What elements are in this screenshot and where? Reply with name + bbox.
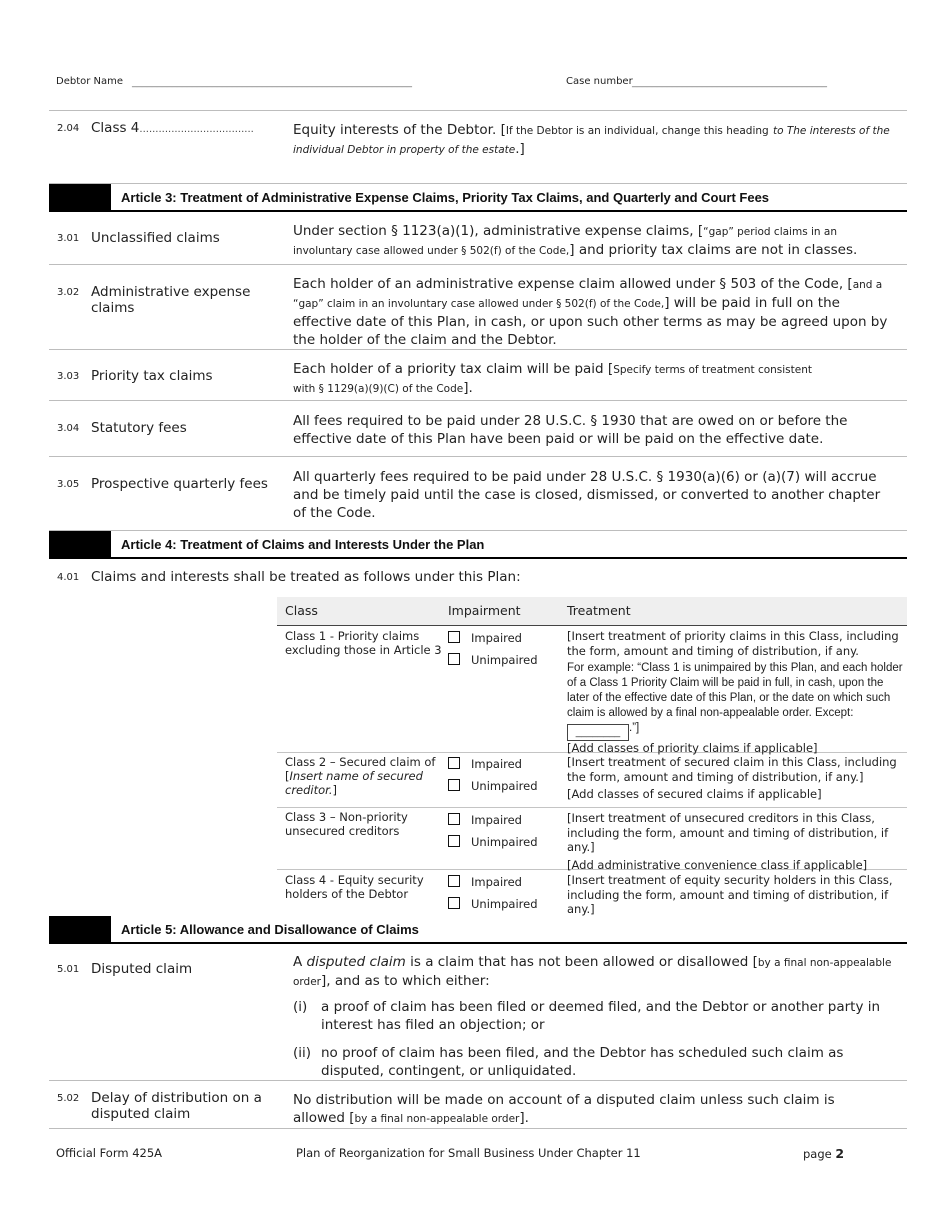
class-cell: Class 3 – Non-priority unsecured creditors [285,810,408,838]
section-title: Disputed claim [91,961,193,977]
divider [49,456,907,457]
instruction: by a final non-appealable order [354,1113,520,1125]
treatment-cell [567,755,903,802]
treatment-text: [Insert treatment of secured claim in this Class, including the form, amount and timing of distribution, if any.] [567,755,897,784]
page-indicator [803,1146,844,1161]
treatment-text: [Insert treatment of equity security holders in this Class, including the form, amount and timing of distribution, if any.] [567,873,893,916]
list-text: no proof of claim has been filed, and the Debtor has scheduled such claim as disputed, contingent, or unliquidated. [321,1045,844,1079]
unimpaired-option[interactable] [448,897,538,911]
table-row [277,870,907,914]
section-intro: Claims and interests shall be treated as follows under this Plan: [91,569,521,585]
instruction: by a final non-appealable order [293,957,892,988]
impaired-option[interactable] [448,631,522,645]
unimpaired-checkbox[interactable] [448,835,460,847]
section-title: Priority tax claims [91,368,213,384]
article-5-title: Article 5: Allowance and Disallowance of Claims [121,922,419,937]
impaired-checkbox[interactable] [448,875,460,887]
section-text: All fees required to be paid under 28 U.S.C. § 1930 that are owed on or before the effective date of this Plan have been paid or will be paid on the effective date. [293,413,848,447]
option-label: Unimpaired [471,897,538,911]
treatment-cell [567,629,903,756]
column-header-treatment: Treatment [567,603,631,618]
impaired-checkbox[interactable] [448,813,460,825]
section-title: Prospective quarterly fees [91,476,268,492]
section-text [293,953,893,991]
section-text [293,222,893,260]
class-instruction: Insert name of secured creditor. [285,769,423,797]
option-label: Unimpaired [471,835,538,849]
section-text [293,360,833,398]
text: ] and priority tax claims are not in classes. [569,242,858,258]
bracket: .] [515,141,525,157]
article-marker [49,916,111,944]
section-number: 5.01 [57,964,80,975]
class-cell [285,755,443,797]
section-title-text: Class 4 [91,120,140,136]
section-number: 2.04 [57,123,80,134]
example: For example: “Class 1 is unimpaired by this Plan, and each holder of a Class 1 Priority Claim will be paid in full, in cash, upon the later of the effective date of this Plan, or the date on which such claim is allowed by a final non-appealable order. Except: [567,662,903,719]
unimpaired-option[interactable] [448,653,538,667]
instruction: If the Debtor is an individual, change this heading [505,125,769,137]
text-main: Equity interests of the Debtor. [293,122,497,138]
section-title: Delay of distribution on a disputed claim [91,1090,262,1122]
option-label: Unimpaired [471,779,538,793]
impaired-option[interactable] [448,813,522,827]
article-3-header [49,184,907,212]
option-label: Impaired [471,875,522,889]
unimpaired-checkbox[interactable] [448,897,460,909]
impaired-option[interactable] [448,875,522,889]
section-text [293,1091,853,1128]
divider [49,349,907,350]
column-header-impairment: Impairment [448,603,521,618]
list-marker: (ii) [293,1045,312,1061]
option-label: Impaired [471,813,522,827]
column-header-class: Class [285,603,318,618]
option-label: Unimpaired [471,653,538,667]
class-text: Class 2 – Secured claim of [ [285,755,436,783]
text: ]. [463,380,473,396]
divider [49,400,907,401]
article-marker [49,531,111,559]
section-text [293,275,893,349]
add-classes-note: [Add classes of secured claims if applicable] [567,787,822,801]
article-5-header [49,916,907,944]
treatment-cell [567,873,903,917]
case-number-field[interactable]: _______________________________________ [632,77,827,88]
article-marker [49,184,111,212]
defined-term: disputed claim [306,954,406,970]
class-cell: Class 1 - Priority claims excluding those in Article 3 [285,629,442,657]
instruction: “gap” period claims in an involuntary case allowed under § 502(f) of the Code, [293,226,838,257]
table-row [277,752,907,808]
treatment-text: [Insert treatment of priority claims in this Class, including the form, amount and timing of distribution, if any. [567,629,899,658]
table-row [277,808,907,870]
divider [49,110,907,111]
section-number: 3.04 [57,423,80,434]
option-label: Impaired [471,631,522,645]
section-title: Unclassified claims [91,230,220,246]
debtor-name-field[interactable]: ________________________________________________________ [132,77,412,88]
page-label: page [803,1147,832,1161]
section-number: 3.02 [57,287,80,298]
table-header [277,597,907,626]
form-name: Official Form 425A [56,1146,163,1160]
section-number: 5.02 [57,1093,80,1104]
section-title: Statutory fees [91,420,187,436]
text: ], and as to which either: [321,973,490,989]
bracket: [ [500,122,506,138]
list-marker: (i) [293,999,308,1015]
add-classes-note: [Add classes of priority claims if applicable] [567,741,818,755]
exception-field[interactable]: ________ [567,724,629,741]
impaired-checkbox[interactable] [448,631,460,643]
class-text: ] [332,783,337,797]
page-number: 2 [835,1146,845,1161]
treatment-text: [Insert treatment of unsecured creditors in this Class, including the form, amount and timing of distribution, if any.] [567,811,889,854]
section-number: 3.01 [57,233,80,244]
add-classes-note: [Add administrative convenience class if applicable] [567,857,868,872]
section-text [293,121,893,159]
divider [49,1080,907,1081]
text: No distribution will be made on account of a disputed claim unless such claim is allowed [ [293,1092,835,1126]
example-text [567,661,903,741]
section-text: All quarterly fees required to be paid under 28 U.S.C. § 1930(a)(6) or (a)(7) will accrue and be timely paid until the case is closed, dismissed, or converted to another chapter of the Code. [293,469,881,521]
section-title [91,120,254,138]
instruction: Specify terms of treatment consistent with § 1129(a)(9)(C) of the Code [293,364,813,395]
section-number: 3.03 [57,371,80,382]
text: Each holder of an administrative expense claim allowed under § 503 of the Code, [ [293,276,853,292]
case-number-label: Case number [566,76,633,87]
unimpaired-option[interactable] [448,779,538,793]
list-text: a proof of claim has been filed or deemed filed, and the Debtor or another party in interest has filed an objection; or [321,999,881,1033]
article-4-header [49,531,907,559]
article-3-title: Article 3: Treatment of Administrative Expense Claims, Priority Tax Claims, and Quarterly and Court Fees [121,190,770,205]
treatment-cell [567,811,903,872]
text: Each holder of a priority tax claim will be paid [ [293,361,614,377]
section-number: 4.01 [57,572,80,583]
unimpaired-checkbox[interactable] [448,779,460,791]
text: ]. [519,1110,529,1126]
article-4-title: Article 4: Treatment of Claims and Interests Under the Plan [121,537,485,552]
dot-leader: .................................... [139,124,254,135]
text: is a claim that has not been allowed or disallowed [ [405,954,758,970]
table-row [277,626,907,753]
form-title: Plan of Reorganization for Small Business Under Chapter 11 [296,1146,641,1160]
debtor-name-label: Debtor Name [56,76,124,87]
impaired-checkbox[interactable] [448,757,460,769]
section-title: Administrative expense claims [91,284,251,316]
text: A [293,954,307,970]
unimpaired-checkbox[interactable] [448,653,460,665]
section-number: 3.05 [57,479,80,490]
text: Under section § 1123(a)(1), administrative expense claims, [ [293,223,704,239]
class-cell: Class 4 - Equity security holders of the Debtor [285,873,424,901]
divider [49,1128,907,1129]
unimpaired-option[interactable] [448,835,538,849]
instruction-italic: to The interests of the individual Debtor in property of the estate [293,125,890,156]
divider [49,264,907,265]
text: ] will be paid in full on the effective date of this Plan, in cash, or upon such other terms as may be agreed upon by the holder of the claim and the Debtor. [293,295,888,348]
option-label: Impaired [471,757,522,771]
example-end: .”] [629,722,640,734]
instruction: and a “gap” claim in an involuntary case allowed under § 502(f) of the Code, [293,279,883,310]
impaired-option[interactable] [448,757,522,771]
